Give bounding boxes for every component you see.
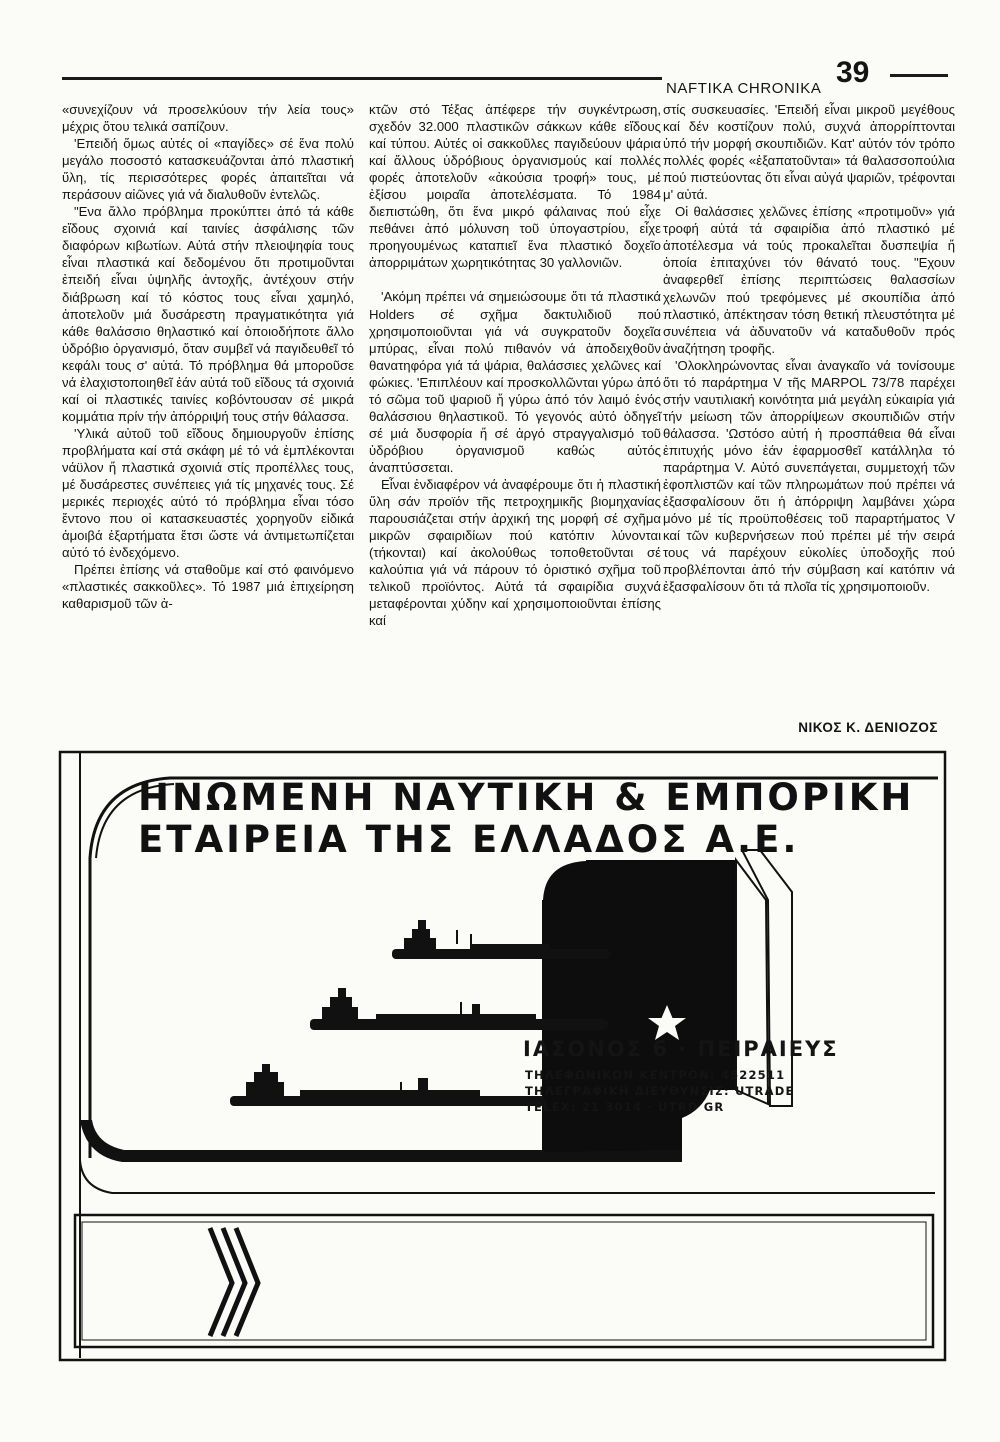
- article-paragraph: "Ενα ἄλλο πρόβλημα προκύπτει ἀπό τά κάθε εἴδους σχοινιά καί ταινίες ἀσφάλισης τῶν διαφόρων κιβωτίων. Αὐτά στήν πλειοψηφία τους εἶναι πλαστικά καί δεδομένου ὅτι προτιμοῦνται ἐπειδή εἶναι ὑψηλῆς ἀντοχῆς, ἀντέχουν στήν διάβρωση καί τό κόστος τους εἶναι χαμηλό, ἀποτελοῦν μιά δυσάρεστη πραγματικότητα γιά κάθε θαλάσσιο θηλαστικό καί ὁποιοδήποτε ἄλλο ὑδρόβιο ὀργανισμό, ὅταν συμβεῖ νά παγιδευθεῖ τό κεφάλι τους σ' αὐτά. Τό πρόβλημα θά μποροῦσε νά ἐλαχιστοποιηθεῖ ἐάν αὐτά τοῦ εἴδους τά σχοινιά καί οἱ πλαστικές ταινίες κοβόντουσαν σέ μικρά κομμάτια πρίν τήν ἀπόρριψή τους στήν θάλασσα.: [62, 204, 354, 424]
- chevron-arrows-icon: [210, 1228, 258, 1336]
- magazine-title: NAFTIKA CHRONIKA: [666, 80, 822, 97]
- ship-silhouette-icon: [230, 1064, 545, 1106]
- article-paragraph: κτῶν στό Τέξας ἀπέφερε τήν συγκέντρωση, σχεδόν 32.000 πλαστικῶν σάκκων κάθε εἴδους καί τύπου. Αὐτές οἱ σακκοῦλες παγιδεύουν ψάρια καί ἄλλους ὑδρόβιους ὀργανισμούς καί πολλές φορές ἀποτελοῦν «ἀκούσια τροφή» τους, μέ ἐξίσου μοιραῖα ἀποτελέσματα. Τό 1984 διεπιστώθη, ὅτι ἕνα μικρό φάλαινας πού εἶχε πεθάνει ἀπό μόλυνση τοῦ ὑπογαστρίου, εἶχε προηγουμένως καταπιεῖ ἕνα πλαστικό δοχεῖο ἀπορριμάτων χωρητικότητας 30 γαλλονιῶν.: [369, 102, 661, 271]
- company-address: ΙΑΣΟΝΟΣ 6 · ΠΕΙΡΑΙΕΥΣ: [523, 1037, 839, 1061]
- article-paragraph: Πρέπει ἐπίσης νά σταθοῦμε καί στό φαινόμενο «πλαστικές σακκοῦλες». Τό 1987 μιά ἐπιχείρηση καθαρισμοῦ τῶν ἀ-: [62, 562, 354, 612]
- contact-phone: ΤΗΛΕΦΩΝΙΚΟΝ ΚΕΝΤΡΟΝ: 4522511: [525, 1068, 786, 1082]
- company-name-line-1: ΗΝΩΜΕΝΗ ΝΑΥΤΙΚΗ & ΕΜΠΟΡΙΚΗ: [138, 776, 915, 819]
- company-name-line-2: ΕΤΑΙΡΕΙΑ ΤΗΣ ΕΛΛΑΔΟΣ Α.Ε.: [138, 818, 800, 861]
- article-paragraph: 'Ακόμη πρέπει νά σημειώσουμε ὅτι τά πλαστικά Holders σέ σχῆμα δακτυλιδιοῦ πού χρησιμοποιοῦνται γιά νά συγκρατοῦν δοχεῖα μπύρας, εἶναι πολύ πιθανόν νά ἀποδειχθοῦν θανατηφόρα γιά τά ψάρια, θαλάσσιες χελῶνες καί φώκιες. 'Επιπλέουν καί προσκολλῶνται γύρω ἀπό τό σῶμα τοῦ ψαριοῦ ἤ γύρω ἀπό τόν λαιμό ἑνός θαλάσσιου θηλαστικοῦ. Τό γεγονός αὐτό ὁδηγεῖ σέ μιά δυσφορία ἤ σέ ἀργό στραγγαλισμό τοῦ ὑδρόβιου ὀργανισμοῦ καθώς αὐτός ἀναπτύσσεται.: [369, 289, 661, 475]
- author-signature: ΝΙΚΟΣ Κ. ΔΕΝΙΟΖΟΣ: [798, 720, 938, 735]
- page-number: 39: [836, 56, 870, 89]
- article-paragraph: στίς συσκευασίες. 'Επειδή εἶναι μικροῦ μεγέθους καί δέν κοστίζουν πολύ, συχνά ἀπορρίπτονται ὑπό τήν μορφή σκουπιδιῶν. Κατ' αὐτόν τόν τρόπο πολλές φορές «ἐξαπατοῦνται» τά θαλασσοπούλια πού πιστεύοντας ὅτι εἶναι αὐγά ψαριῶν, τρέφονται μ' αὐτά.: [663, 102, 955, 203]
- article-paragraph: 'Ολοκληρώνοντας εἶναι ἀναγκαῖο νά τονίσουμε ὅτι τό παράρτημα V τῆς MARPOL 73/78 παρέχει στήν ναυτιλιακή κοινότητα μιά μεγάλη εὐκαιρία γιά τήν μείωση τῶν ἀπορρίψεων σκουπιδιῶν στήν θάλασσα. 'Ωστόσο αὐτή ἡ προσπάθεια θά εἶναι ἐπιτυχής μόνο ἐάν ἐφαρμοσθεῖ κατάλληλα τό παράρτημα V. Αὐτό συνεπάγεται, συμμετοχή τῶν ἐφοπλιστῶν καί τῶν πληρωμάτων πού πρέπει νά ἐξασφαλίσουν ὅτι ἡ ἀπόρριψη λαμβάνει χώρα μόνο μέ τίς προϋποθέσεις τοῦ παραρτήματος V καί τῶν κυβερνήσεων πού πρέπει μέ τήν σειρά τους νά παρέχουν εὐκολίες ὑποδοχῆς πού προβλέπονται ἀπό τήν σύμβαση καί κατόπιν νά ἐξασφαλίσουν ὅτι τά πλοῖα τίς χρησιμοποιοῦν.: [663, 357, 955, 595]
- article-paragraph: 'Επειδή ὅμως αὐτές οἱ «παγίδες» σέ ἕνα πολύ μεγάλο ποσοστό κατασκευάζονται ἀπό πλαστική ὕλη, τίς περισσότερες φορές ἀπαιτεῖται νά περάσουν αἰῶνες γιά νά διαλυθοῦν ἐντελῶς.: [62, 136, 354, 203]
- article-paragraph: «συνεχίζουν νά προσελκύουν τήν λεία τους» μέχρις ὅτου τελικά σαπίζουν.: [62, 102, 354, 135]
- article-paragraph: 'Υλικά αὐτοῦ τοῦ εἴδους δημιουργοῦν ἐπίσης προβλήματα καί στά σκάφη μέ τό νά ἐμπλέκονται νάϋλον ἤ πλαστικά σχοινιά στίς προπέλλες τους, μέ δυσάρεστες συνέπειες γιά τίς μηχανές τους. Σέ μερικές περιοχές αὐτό τό πρόβλημα εἶναι τόσο ἔντονο που οἱ κατασκευαστές χορηγοῦν εἰδικά ἀμοιβά ἐξαρτήματα ἔτσι ὥστε νά ἀντιμετωπίζεται αὐτό τό ἐνδεχόμενο.: [62, 425, 354, 561]
- article-paragraph: Οἱ θαλάσσιες χελῶνες ἐπίσης «προτιμοῦν» γιά τροφή αὐτά τά σφαιρίδια ἀπό πλαστικό μέ ἀποτέλεσμα νά τούς προκαλεῖται δυσπεψία ἤ ὁποία ἐπιταχύνει τόν θάνατό τους. "Εχουν ἀναφερθεῖ ἐπίσης περιπτώσεις θαλασσίων χελωνῶν πού τρεφόμενες μέ σκουπίδια ἀπό πλαστικό, ἀπέκτησαν τόση θετική πλευστότητα μέ συνέπεια νά ἀδυνατοῦν νά καταδυθοῦν πρός ἀναζήτηση τροφῆς.: [663, 204, 955, 356]
- article-paragraph: Εἶναι ἐνδιαφέρον νά ἀναφέρουμε ὅτι ἡ πλαστική ὕλη σάν προϊόν τῆς πετροχημικῆς βιομηχανίας παρουσιάζεται στήν ἀρχική της μορφή σέ σχῆμα μικρῶν σφαιριδίων πού κατόπιν λύνονται (τήκονται) καί ἀκολούθως τοποθετοῦνται σέ καλούπια γιά νά πάρουν τό ὁριστικό σχῆμα τοῦ τελικοῦ προϊόντος. Αὐτά τά σφαιρίδια συχνά μεταφέρονται χύδην καί χρησιμοποιοῦνται ἐπίσης καί: [369, 476, 661, 629]
- contact-telegraph: ΤΗΛΕΓΡΑΦΙΚΗ ΔΙΕΥΘΥΝΣΙΣ: UTRADE: [525, 1084, 795, 1098]
- contact-telex: TELEX: 21 3014 · UTRD GR: [525, 1100, 725, 1114]
